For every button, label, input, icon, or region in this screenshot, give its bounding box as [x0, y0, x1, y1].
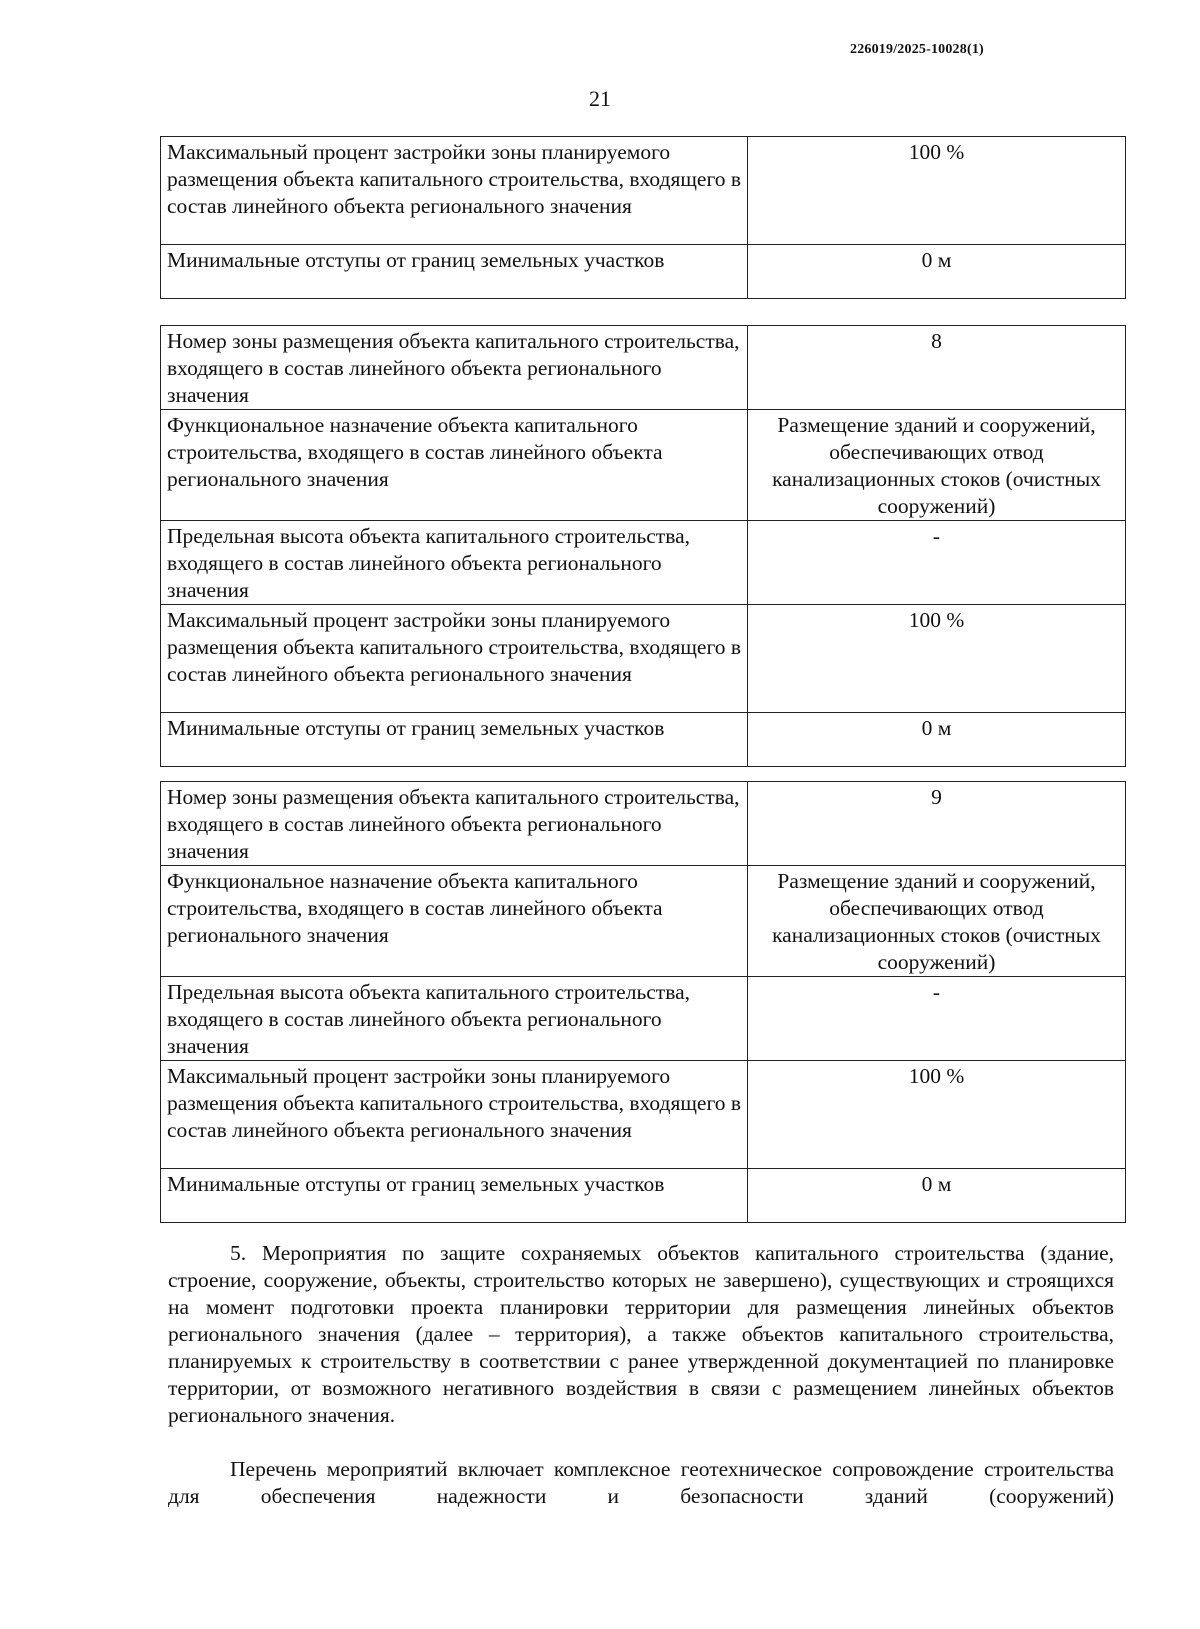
row-value: -: [748, 521, 1126, 605]
row-value: -: [748, 977, 1126, 1061]
table-row: [161, 521, 1126, 605]
parameters-table-2: [160, 325, 1126, 767]
table-row: [161, 410, 1126, 521]
paragraph-protection-measures: 5. Мероприятия по защите сохраняемых объектов капитального строительства (здание, строение, сооружение, объекты, строительство которых не завершено), существующих и строящихся на момент подготовки проекта планировки территории для размещения линейных объектов регионального значения (далее – территория), а также объектов капитального строительства, планируемых к строительству в соответствии с ранее утвержденной документацией по планировке территории, от возможного негативного воздействия в связи с размещением линейных объектов регионального значения.: [168, 1241, 1114, 1427]
row-label: Функциональное назначение объекта капитального строительства, входящего в состав линейного объекта регионального значения: [161, 410, 748, 521]
row-value: 0 м: [748, 1169, 1126, 1223]
table-row: [161, 605, 1126, 713]
row-label: Максимальный процент застройки зоны планируемого размещения объекта капитального строительства, входящего в состав линейного объекта регионального значения: [161, 605, 748, 713]
row-value: Размещение зданий и сооружений, обеспечивающих отвод канализационных стоков (очистных сооружений): [748, 410, 1126, 521]
table-row: [161, 1061, 1126, 1169]
row-value: 100 %: [748, 137, 1126, 245]
row-value: 100 %: [748, 1061, 1126, 1169]
row-value: 0 м: [748, 713, 1126, 767]
row-value: Размещение зданий и сооружений, обеспечивающих отвод канализационных стоков (очистных сооружений): [748, 866, 1126, 977]
row-label: Минимальные отступы от границ земельных участков: [161, 1169, 748, 1223]
row-label: Функциональное назначение объекта капитального строительства, входящего в состав линейного объекта регионального значения: [161, 866, 748, 977]
row-value: 100 %: [748, 605, 1126, 713]
row-label: Максимальный процент застройки зоны планируемого размещения объекта капитального строительства, входящего в состав линейного объекта регионального значения: [161, 137, 748, 245]
paragraph-measures-list: Перечень мероприятий включает комплексное геотехническое сопровождение строительства для обеспечения надежности и безопасности зданий (сооружений): [168, 1457, 1114, 1508]
row-label: Предельная высота объекта капитального строительства, входящего в состав линейного объекта регионального значения: [161, 977, 748, 1061]
row-value: 0 м: [748, 245, 1126, 299]
parameters-table-1: [160, 136, 1126, 299]
table-row: [161, 245, 1126, 299]
row-label: Максимальный процент застройки зоны планируемого размещения объекта капитального строительства, входящего в состав линейного объекта регионального значения: [161, 1061, 748, 1169]
table-row: [161, 866, 1126, 977]
document-id: 226019/2025-10028(1): [850, 42, 984, 57]
table-row: [161, 713, 1126, 767]
parameters-table-3: [160, 781, 1126, 1223]
table-row: [161, 782, 1126, 866]
row-label: Номер зоны размещения объекта капитального строительства, входящего в состав линейного объекта регионального значения: [161, 782, 748, 866]
row-label: Минимальные отступы от границ земельных участков: [161, 245, 748, 299]
row-label: Номер зоны размещения объекта капитального строительства, входящего в состав линейного объекта регионального значения: [161, 326, 748, 410]
table-row: [161, 1169, 1126, 1223]
page-number: 21: [589, 86, 611, 111]
table-row: [161, 137, 1126, 245]
row-label: Минимальные отступы от границ земельных участков: [161, 713, 748, 767]
table-row: [161, 977, 1126, 1061]
row-value: 8: [748, 326, 1126, 410]
row-value: 9: [748, 782, 1126, 866]
table-row: [161, 326, 1126, 410]
row-label: Предельная высота объекта капитального строительства, входящего в состав линейного объекта регионального значения: [161, 521, 748, 605]
